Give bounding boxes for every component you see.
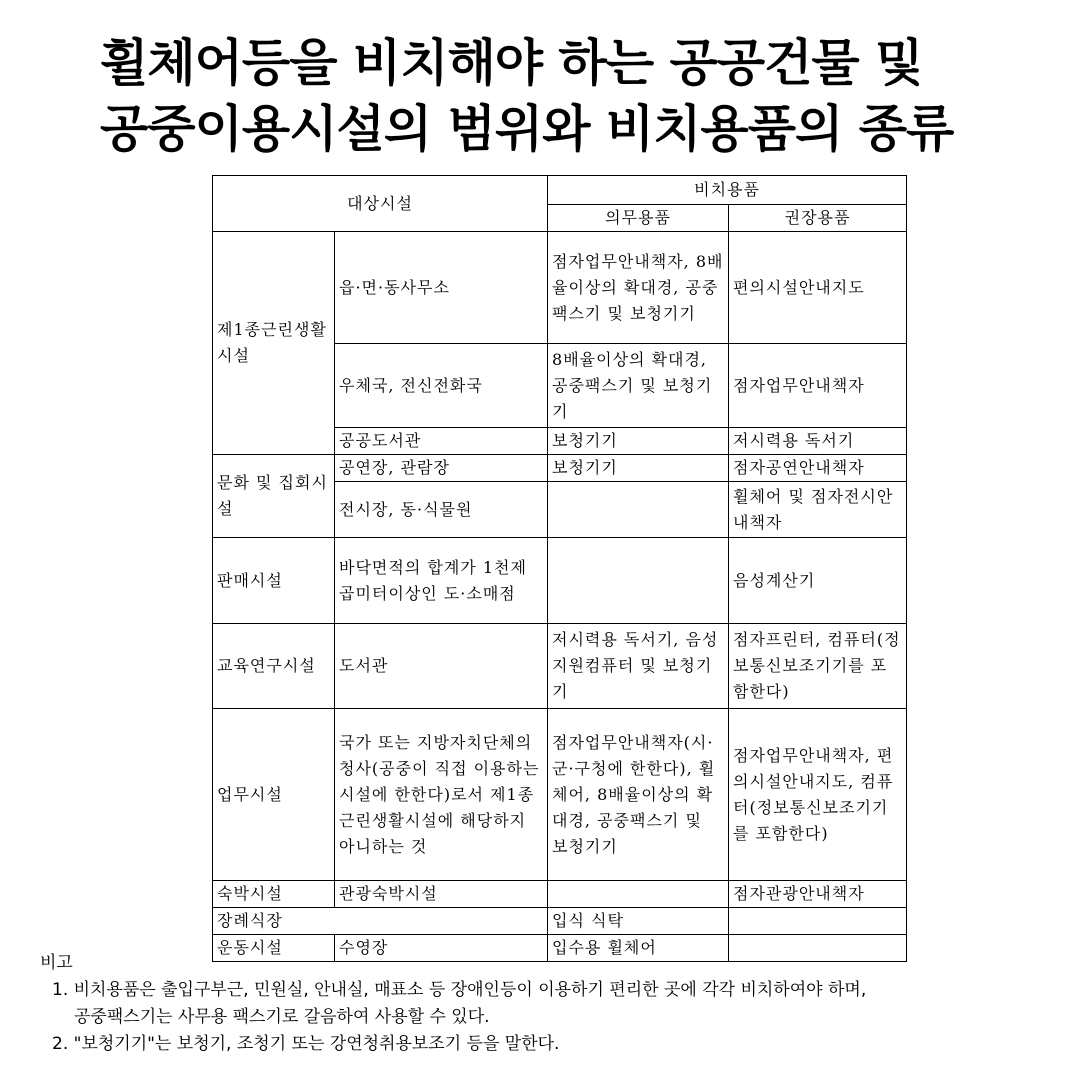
page-title	[100, 30, 1060, 162]
facility-cell: 수영장	[335, 935, 548, 962]
recommended-cell: 점자업무안내책자	[729, 344, 907, 428]
facility-cell: 공연장, 관람장	[335, 455, 548, 482]
header-facility: 대상시설	[213, 176, 548, 232]
mandatory-cell: 보청기기	[548, 428, 729, 455]
recommended-cell: 점자프린터, 컴퓨터(정보통신보조기기를 포함한다)	[729, 624, 907, 709]
header-recommended: 권장용품	[729, 205, 907, 232]
facility-cell: 국가 또는 지방자치단체의 청사(공중이 직접 이용하는 시설에 한한다)로서 제1종 근린생활시설에 해당하지 아니하는 것	[335, 709, 548, 881]
mandatory-cell	[548, 538, 729, 624]
mandatory-cell: 8배율이상의 확대경, 공중팩스기 및 보청기기	[548, 344, 729, 428]
facility-cell: 바닥면적의 합계가 1천제곱미터이상인 도·소매점	[335, 538, 548, 624]
facility-cell: 읍·면·동사무소	[335, 232, 548, 344]
recommended-cell: 점자업무안내책자, 편의시설안내지도, 컴퓨터(정보통신보조기기를 포함한다)	[729, 709, 907, 881]
facility-cell: 전시장, 동·식물원	[335, 482, 548, 538]
recommended-cell: 점자관광안내책자	[729, 881, 907, 908]
facility-cell: 우체국, 전신전화국	[335, 344, 548, 428]
recommended-cell: 편의시설안내지도	[729, 232, 907, 344]
title-line-2: 공중이용시설의 범위와 비치용품의 종류	[100, 100, 954, 158]
category-cell: 업무시설	[213, 709, 335, 881]
category-cell: 숙박시설	[213, 881, 335, 908]
note-item: 2. "보청기기"는 보청기, 조청기 또는 강연청취용보조기 등을 말한다.	[52, 1034, 560, 1054]
recommended-cell: 저시력용 독서기	[729, 428, 907, 455]
notes-label: 비고	[40, 953, 73, 973]
supplies-table	[212, 175, 907, 962]
category-cell: 문화 및 집회시설	[213, 455, 335, 538]
category-cell: 교육연구시설	[213, 624, 335, 709]
recommended-cell	[729, 908, 907, 935]
note-item-continuation: 공중팩스기는 사무용 팩스기로 갈음하여 사용할 수 있다.	[74, 1007, 490, 1027]
header-supplies: 비치용품	[548, 176, 907, 205]
recommended-cell: 휠체어 및 점자전시안내책자	[729, 482, 907, 538]
mandatory-cell: 보청기기	[548, 455, 729, 482]
notes-section	[40, 950, 1060, 1058]
recommended-cell: 점자공연안내책자	[729, 455, 907, 482]
category-cell: 판매시설	[213, 538, 335, 624]
mandatory-cell: 입식 식탁	[548, 908, 729, 935]
facility-cell: 도서관	[335, 624, 548, 709]
recommended-cell: 음성계산기	[729, 538, 907, 624]
facility-cell: 관광숙박시설	[335, 881, 548, 908]
note-item: 1. 비치용품은 출입구부근, 민원실, 안내실, 매표소 등 장애인등이 이용하기 편리한 곳에 각각 비치하여야 하며,	[52, 980, 867, 1000]
mandatory-cell	[548, 881, 729, 908]
mandatory-cell: 입수용 휠체어	[548, 935, 729, 962]
mandatory-cell: 점자업무안내책자, 8배율이상의 확대경, 공중팩스기 및 보청기기	[548, 232, 729, 344]
mandatory-cell: 저시력용 독서기, 음성지원컴퓨터 및 보청기기	[548, 624, 729, 709]
title-line-1: 휠체어등을 비치해야 하는 공공건물 및	[100, 34, 923, 92]
header-mandatory: 의무용품	[548, 205, 729, 232]
mandatory-cell	[548, 482, 729, 538]
category-cell: 제1종근린생활시설	[213, 232, 335, 455]
category-cell: 장례식장	[213, 908, 548, 935]
facility-cell: 공공도서관	[335, 428, 548, 455]
mandatory-cell: 점자업무안내책자(시·군·구청에 한한다), 휠체어, 8배율이상의 확대경, 공중팩스기 및 보청기기	[548, 709, 729, 881]
category-cell: 운동시설	[213, 935, 335, 962]
